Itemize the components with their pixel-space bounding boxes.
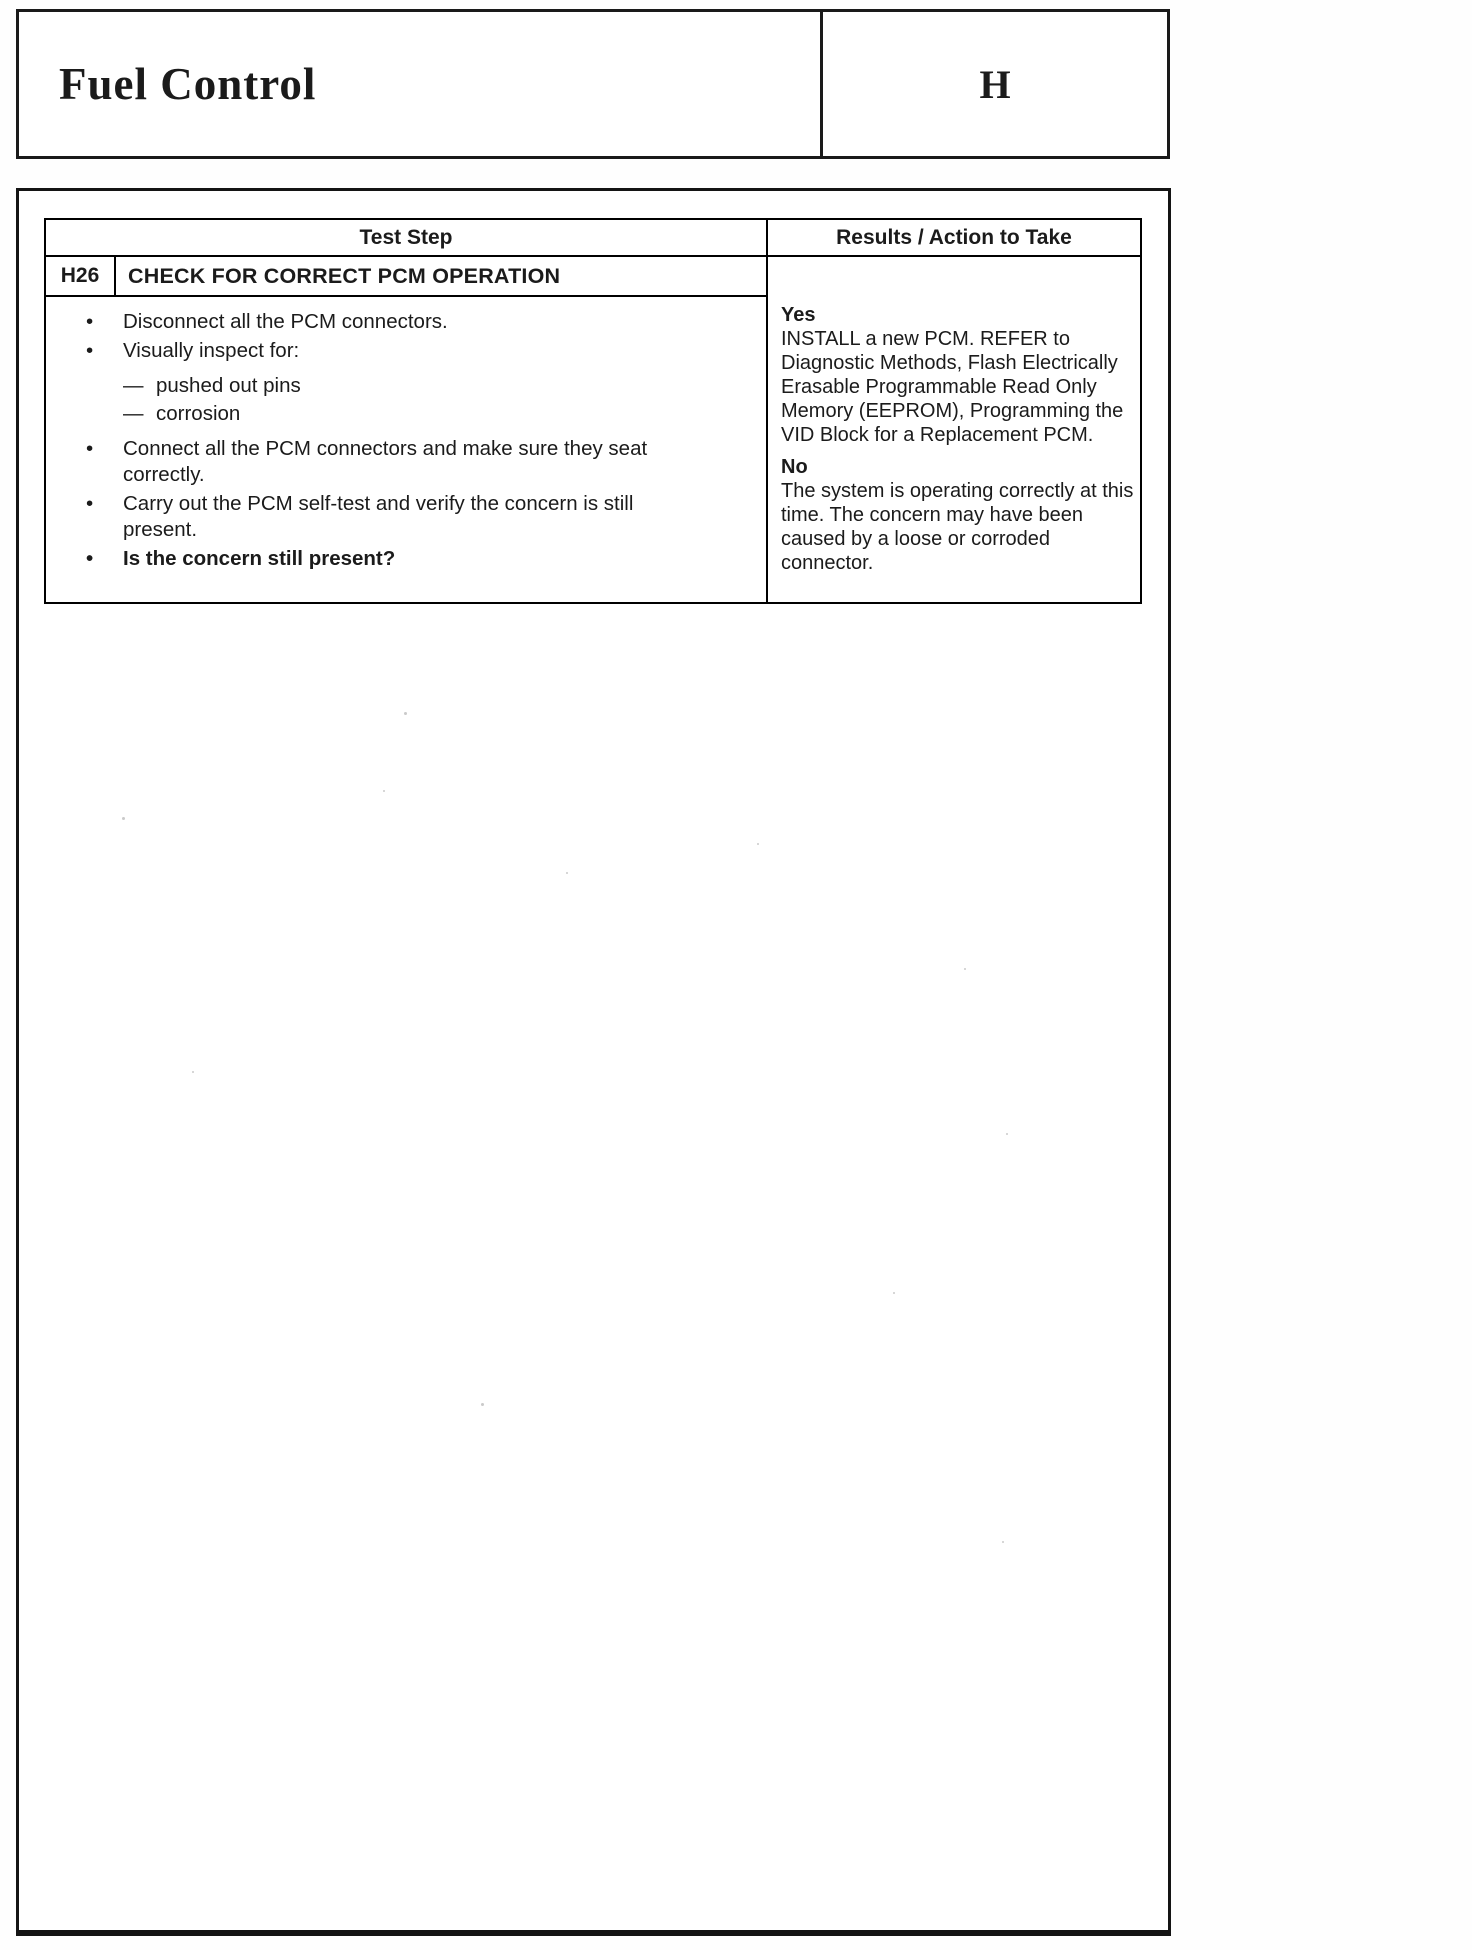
scan-speck <box>1002 1541 1004 1543</box>
scan-speck <box>1006 1133 1008 1135</box>
page-title: Fuel Control <box>59 59 317 109</box>
result-no-text: The system is operating correctly at this time. The concern may have been caused by a loose or corroded connector. <box>781 480 1134 574</box>
instruction-subitem <box>86 401 746 427</box>
instruction-question <box>86 546 746 572</box>
scan-speck <box>383 790 385 792</box>
instruction-item <box>86 338 746 364</box>
instruction-text: corrosion <box>156 402 241 425</box>
scan-speck <box>566 872 568 874</box>
dash-icon: — <box>123 402 144 425</box>
section-letter: H <box>979 61 1011 107</box>
instruction-text: Is the concern still present? <box>123 547 396 570</box>
instruction-subitem <box>86 373 746 399</box>
bullet-icon: • <box>86 547 94 570</box>
content-frame <box>16 188 1171 1936</box>
bullet-icon: • <box>86 492 94 515</box>
header-title-cell <box>19 12 820 156</box>
instruction-text: Carry out the PCM self-test and verify the concern is still present. <box>123 492 634 541</box>
result-yes-text: INSTALL a new PCM. REFER to Diagnostic Methods, Flash Electrically Erasable Programmable Read Only Memory (EEPROM), Programming the VID Block for a Replacement PCM. <box>781 328 1124 446</box>
instruction-text: Visually inspect for: <box>123 339 300 362</box>
scan-speck <box>893 1292 895 1294</box>
instruction-item <box>86 436 746 488</box>
instruction-item <box>86 491 746 543</box>
instruction-text: Disconnect all the PCM connectors. <box>123 310 448 333</box>
header-section-cell <box>820 12 1167 156</box>
page-header <box>16 9 1170 159</box>
step-title: CHECK FOR CORRECT PCM OPERATION <box>116 257 768 297</box>
test-step-table <box>44 218 1142 604</box>
instruction-item <box>86 309 746 335</box>
bullet-icon: • <box>86 339 94 362</box>
scan-speck <box>122 817 125 820</box>
instruction-text: pushed out pins <box>156 374 301 397</box>
result-no-label: No <box>781 456 808 478</box>
scan-speck <box>481 1403 484 1406</box>
bullet-icon: • <box>86 437 94 460</box>
bullet-icon: • <box>86 310 94 333</box>
scan-speck <box>192 1071 194 1073</box>
scan-speck <box>964 968 966 970</box>
scan-speck <box>404 712 407 715</box>
column-header-test-step: Test Step <box>46 220 768 257</box>
column-header-results: Results / Action to Take <box>768 220 1140 257</box>
instruction-text: Connect all the PCM connectors and make sure they seat correctly. <box>123 437 648 486</box>
step-id: H26 <box>46 257 116 297</box>
dash-icon: — <box>123 374 144 397</box>
result-yes-block <box>781 303 1134 447</box>
result-yes-label: Yes <box>781 304 816 326</box>
test-step-instructions <box>46 297 768 602</box>
scan-speck <box>757 843 759 845</box>
result-no-block <box>781 455 1134 575</box>
results-cell <box>768 257 1140 602</box>
